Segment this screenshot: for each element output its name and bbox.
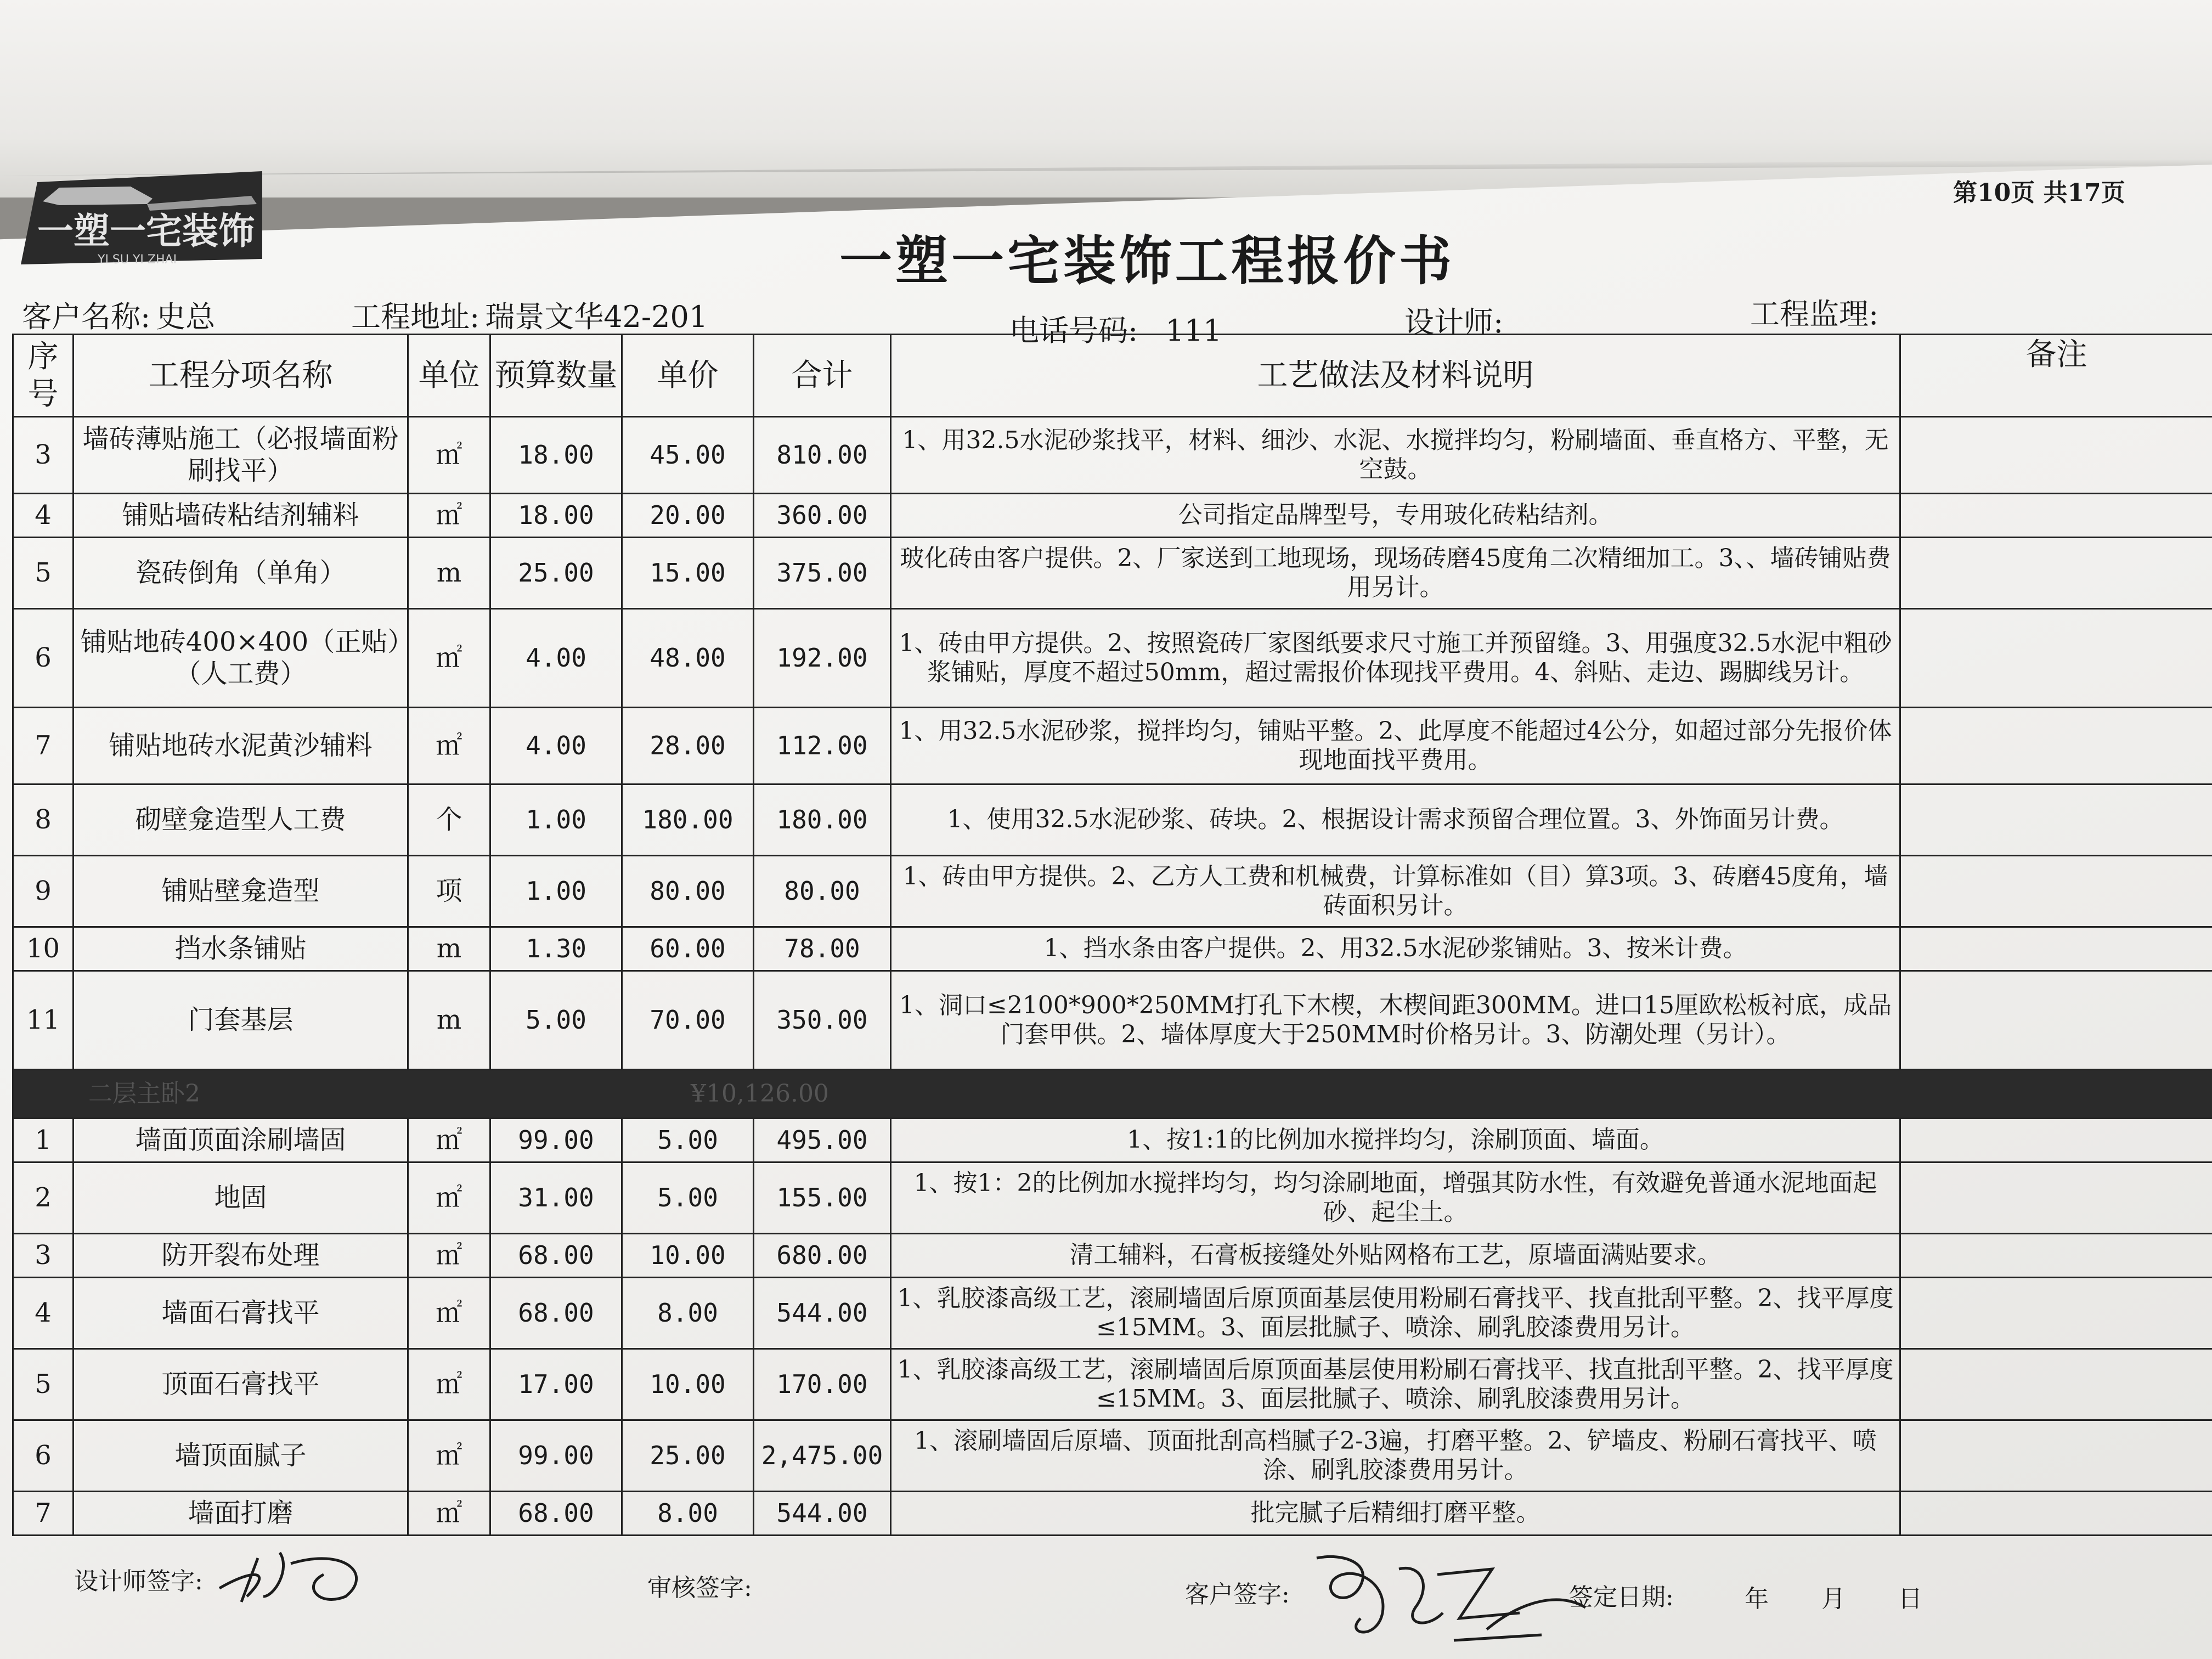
row-total: 2,475.00 xyxy=(754,1420,891,1492)
row-qty: 1.00 xyxy=(490,856,622,927)
row-no: 7 xyxy=(13,708,74,785)
row-remark xyxy=(1900,417,2212,494)
row-unit: ㎡ xyxy=(408,708,490,785)
section-amount: ¥10,126.00 xyxy=(691,1079,829,1108)
row-unit: ㎡ xyxy=(408,1420,490,1492)
row-qty: 99.00 xyxy=(490,1420,622,1492)
row-remark xyxy=(1900,1119,2212,1163)
review-sign-label: 审核签字: xyxy=(647,1574,752,1602)
col-header-desc: 工艺做法及材料说明 xyxy=(891,335,1900,417)
row-remark xyxy=(1900,856,2212,927)
col-header-remark: 备注 xyxy=(1900,335,2212,417)
row-remark xyxy=(1900,1492,2212,1536)
address-label: 工程地址: xyxy=(351,300,480,334)
section-block xyxy=(13,1070,2212,1119)
row-name: 墙面打磨 xyxy=(74,1492,408,1536)
row-total: 170.00 xyxy=(754,1349,891,1420)
row-desc: 1、使用32.5水泥砂浆、砖块。2、根据设计需求预留合理位置。3、外饰面另计费。 xyxy=(891,785,1900,856)
row-desc: 清工辅料，石膏板接缝处外贴网格布工艺，原墙面满贴要求。 xyxy=(891,1234,1900,1278)
row-name: 铺贴墙砖粘结剂辅料 xyxy=(74,494,408,538)
row-desc: 1、按1:1的比例加水搅拌均匀，涂刷顶面、墙面。 xyxy=(891,1119,1900,1163)
row-total: 360.00 xyxy=(754,494,891,538)
table-row xyxy=(13,609,2212,708)
row-no: 5 xyxy=(13,538,74,609)
row-total: 375.00 xyxy=(754,538,891,609)
row-desc: 1、洞口≤2100*900*250MM打孔下木楔，木楔间距300MM。进口15厘欧松板衬底，成品门套甲供。2、墙体厚度大于250MM时价格另计。3、防潮处理（另计）。 xyxy=(891,971,1900,1070)
row-no: 9 xyxy=(13,856,74,927)
row-remark xyxy=(1900,494,2212,538)
row-unit: ㎡ xyxy=(408,1278,490,1349)
row-name: 墙面顶面涂刷墙固 xyxy=(74,1119,408,1163)
supervisor-label: 工程监理: xyxy=(1750,297,1879,331)
col-header-total: 合计 xyxy=(754,335,891,417)
row-qty: 68.00 xyxy=(490,1278,622,1349)
row-no: 3 xyxy=(13,417,74,494)
table-row xyxy=(13,1119,2212,1163)
row-desc: 1、乳胶漆高级工艺，滚刷墙固后原顶面基层使用粉刷石膏找平、找直批刮平整。2、找平厚度≤15MM。3、面层批腻子、喷涂、刷乳胶漆费用另计。 xyxy=(891,1278,1900,1349)
row-price: 25.00 xyxy=(622,1420,754,1492)
row-unit: ㎡ xyxy=(408,1119,490,1163)
table-row xyxy=(13,1234,2212,1278)
row-remark xyxy=(1900,1163,2212,1234)
row-desc: 1、砖由甲方提供。2、按照瓷砖厂家图纸要求尺寸施工并预留缝。3、用强度32.5水泥中粗砂浆铺贴，厚度不超过50mm，超过需报价体现找平费用。4、斜贴、走边、踢脚线另计。 xyxy=(891,609,1900,708)
table-header-row xyxy=(13,335,2212,417)
row-qty: 4.00 xyxy=(490,708,622,785)
row-remark xyxy=(1900,708,2212,785)
row-qty: 17.00 xyxy=(490,1349,622,1420)
date-year: 年 xyxy=(1745,1585,1769,1613)
row-no: 2 xyxy=(13,1163,74,1234)
items-block-b xyxy=(13,1119,2212,1536)
col-header-price: 单价 xyxy=(622,335,754,417)
date-month: 月 xyxy=(1821,1585,1846,1613)
row-remark xyxy=(1900,785,2212,856)
row-no: 1 xyxy=(13,1119,74,1163)
row-unit: m xyxy=(408,538,490,609)
row-total: 810.00 xyxy=(754,417,891,494)
designer-sign-label: 设计师签字: xyxy=(74,1567,203,1595)
row-desc: 1、滚刷墙固后原墙、顶面批刮高档腻子2-3遍，打磨平整。2、铲墙皮、粉刷石膏找平、喷涂、刷乳胶漆费用另计。 xyxy=(891,1420,1900,1492)
row-price: 180.00 xyxy=(622,785,754,856)
row-unit: ㎡ xyxy=(408,1349,490,1420)
table-row xyxy=(13,708,2212,785)
row-no: 5 xyxy=(13,1349,74,1420)
row-name: 墙顶面腻子 xyxy=(74,1420,408,1492)
row-desc: 玻化砖由客户提供。2、厂家送到工地现场，现场砖磨45度角二次精细加工。3、、墙砖铺贴费用另计。 xyxy=(891,538,1900,609)
section-name: 二层主卧2 xyxy=(88,1079,200,1108)
row-desc: 公司指定品牌型号，专用玻化砖粘结剂。 xyxy=(891,494,1900,538)
row-price: 15.00 xyxy=(622,538,754,609)
row-price: 45.00 xyxy=(622,417,754,494)
col-header-unit: 单位 xyxy=(408,335,490,417)
row-qty: 68.00 xyxy=(490,1234,622,1278)
row-no: 6 xyxy=(13,609,74,708)
row-total: 112.00 xyxy=(754,708,891,785)
table-row xyxy=(13,785,2212,856)
row-qty: 1.30 xyxy=(490,927,622,971)
row-price: 20.00 xyxy=(622,494,754,538)
row-no: 10 xyxy=(13,927,74,971)
row-no: 8 xyxy=(13,785,74,856)
row-name: 瓷砖倒角（单角） xyxy=(74,538,408,609)
row-unit: m xyxy=(408,971,490,1070)
row-desc: 1、用32.5水泥砂浆，搅拌均匀，铺贴平整。2、此厚度不能超过4公分，如超过部分先报价体现地面找平费用。 xyxy=(891,708,1900,785)
date-day: 日 xyxy=(1898,1585,1922,1613)
row-name: 防开裂布处理 xyxy=(74,1234,408,1278)
phone-value: 111 xyxy=(1165,313,1222,348)
table-row xyxy=(13,417,2212,494)
quote-table xyxy=(12,334,2212,1536)
phone-label: 电话号码: xyxy=(1009,313,1138,348)
row-name: 墙砖薄贴施工（必报墙面粉刷找平） xyxy=(74,417,408,494)
row-no: 3 xyxy=(13,1234,74,1278)
row-unit: ㎡ xyxy=(408,1492,490,1536)
document-title: 一塑一宅装饰工程报价书 xyxy=(839,230,1455,292)
customer-label: 客户名称: xyxy=(22,300,151,334)
row-total: 544.00 xyxy=(754,1278,891,1349)
row-no: 7 xyxy=(13,1492,74,1536)
row-desc: 1、砖由甲方提供。2、乙方人工费和机械费，计算标准如（目）算3项。3、砖磨45度角，墙砖面积另计。 xyxy=(891,856,1900,927)
customer-sign-label: 客户签字: xyxy=(1185,1581,1290,1609)
table-row xyxy=(13,971,2212,1070)
designer-label: 设计师: xyxy=(1404,305,1504,340)
row-qty: 31.00 xyxy=(490,1163,622,1234)
table-row xyxy=(13,538,2212,609)
row-unit: m xyxy=(408,927,490,971)
customer-signature xyxy=(1311,1547,1596,1651)
row-no: 4 xyxy=(13,494,74,538)
customer-value: 史总 xyxy=(156,300,216,334)
row-price: 70.00 xyxy=(622,971,754,1070)
row-qty: 68.00 xyxy=(490,1492,622,1536)
row-unit: ㎡ xyxy=(408,1163,490,1234)
row-qty: 18.00 xyxy=(490,494,622,538)
items-block-a xyxy=(13,417,2212,1070)
address-value: 瑞景文华42-201 xyxy=(485,300,708,334)
row-no: 4 xyxy=(13,1278,74,1349)
row-price: 48.00 xyxy=(622,609,754,708)
row-total: 78.00 xyxy=(754,927,891,971)
row-price: 5.00 xyxy=(622,1119,754,1163)
row-remark xyxy=(1900,1234,2212,1278)
page-indicator: 第10页 共17页 xyxy=(1953,179,2125,207)
col-header-qty: 预算数量 xyxy=(490,335,622,417)
table-row xyxy=(13,1492,2212,1536)
row-name: 铺贴地砖水泥黄沙辅料 xyxy=(74,708,408,785)
row-desc: 批完腻子后精细打磨平整。 xyxy=(891,1492,1900,1536)
row-name: 挡水条铺贴 xyxy=(74,927,408,971)
row-no: 11 xyxy=(13,971,74,1070)
row-remark xyxy=(1900,1349,2212,1420)
row-price: 5.00 xyxy=(622,1163,754,1234)
row-name: 铺贴壁龛造型 xyxy=(74,856,408,927)
logo-text: 一塑一宅装饰 xyxy=(37,210,255,252)
row-name: 墙面石膏找平 xyxy=(74,1278,408,1349)
row-desc: 1、用32.5水泥砂浆找平，材料、细沙、水泥、水搅拌均匀，粉刷墙面、垂直格方、平整，无空鼓。 xyxy=(891,417,1900,494)
row-price: 80.00 xyxy=(622,856,754,927)
row-total: 544.00 xyxy=(754,1492,891,1536)
row-remark xyxy=(1900,971,2212,1070)
table-row xyxy=(13,927,2212,971)
logo-subtext: YI SU YI ZHAI xyxy=(98,253,177,267)
col-header-name: 工程分项名称 xyxy=(74,335,408,417)
row-price: 10.00 xyxy=(622,1234,754,1278)
row-desc: 1、挡水条由客户提供。2、用32.5水泥砂浆铺贴。3、按米计费。 xyxy=(891,927,1900,971)
row-remark xyxy=(1900,927,2212,971)
row-remark xyxy=(1900,1420,2212,1492)
row-price: 28.00 xyxy=(622,708,754,785)
row-price: 8.00 xyxy=(622,1492,754,1536)
row-qty: 25.00 xyxy=(490,538,622,609)
row-total: 495.00 xyxy=(754,1119,891,1163)
row-remark xyxy=(1900,538,2212,609)
company-logo xyxy=(21,171,262,270)
table-row xyxy=(13,494,2212,538)
row-desc: 1、乳胶漆高级工艺，滚刷墙固后原顶面基层使用粉刷石膏找平、找直批刮平整。2、找平厚度≤15MM。3、面层批腻子、喷涂、刷乳胶漆费用另计。 xyxy=(891,1349,1900,1420)
section-cell xyxy=(13,1070,2212,1119)
table-row xyxy=(13,1420,2212,1492)
row-total: 680.00 xyxy=(754,1234,891,1278)
row-price: 8.00 xyxy=(622,1278,754,1349)
row-no: 6 xyxy=(13,1420,74,1492)
row-name: 铺贴地砖400×400（正贴）（人工费） xyxy=(74,609,408,708)
section-row xyxy=(13,1070,2212,1119)
row-total: 155.00 xyxy=(754,1163,891,1234)
row-unit: 项 xyxy=(408,856,490,927)
row-price: 10.00 xyxy=(622,1349,754,1420)
row-total: 350.00 xyxy=(754,971,891,1070)
row-remark xyxy=(1900,1278,2212,1349)
col-header-no: 序号 xyxy=(13,335,74,417)
row-total: 80.00 xyxy=(754,856,891,927)
row-unit: ㎡ xyxy=(408,609,490,708)
table-row xyxy=(13,1349,2212,1420)
row-name: 顶面石膏找平 xyxy=(74,1349,408,1420)
row-unit: ㎡ xyxy=(408,1234,490,1278)
row-remark xyxy=(1900,609,2212,708)
address-info xyxy=(351,294,708,336)
row-qty: 1.00 xyxy=(490,785,622,856)
row-total: 192.00 xyxy=(754,609,891,708)
row-total: 180.00 xyxy=(754,785,891,856)
row-qty: 99.00 xyxy=(490,1119,622,1163)
row-qty: 5.00 xyxy=(490,971,622,1070)
row-unit: 个 xyxy=(408,785,490,856)
row-price: 60.00 xyxy=(622,927,754,971)
row-name: 门套基层 xyxy=(74,971,408,1070)
table-row xyxy=(13,1163,2212,1234)
table-row xyxy=(13,856,2212,927)
row-qty: 4.00 xyxy=(490,609,622,708)
customer-info xyxy=(22,294,215,336)
row-unit: ㎡ xyxy=(408,494,490,538)
supervisor-info xyxy=(1750,291,1884,333)
designer-signature xyxy=(208,1536,390,1607)
row-qty: 18.00 xyxy=(490,417,622,494)
row-name: 砌壁龛造型人工费 xyxy=(74,785,408,856)
row-name: 地固 xyxy=(74,1163,408,1234)
row-desc: 1、按1：2的比例加水搅拌均匀，均匀涂刷地面，增强其防水性，有效避免普通水泥地面起砂、起尘土。 xyxy=(891,1163,1900,1234)
date-label: 签定日期: xyxy=(1569,1583,1674,1611)
table-row xyxy=(13,1278,2212,1349)
row-unit: ㎡ xyxy=(408,417,490,494)
